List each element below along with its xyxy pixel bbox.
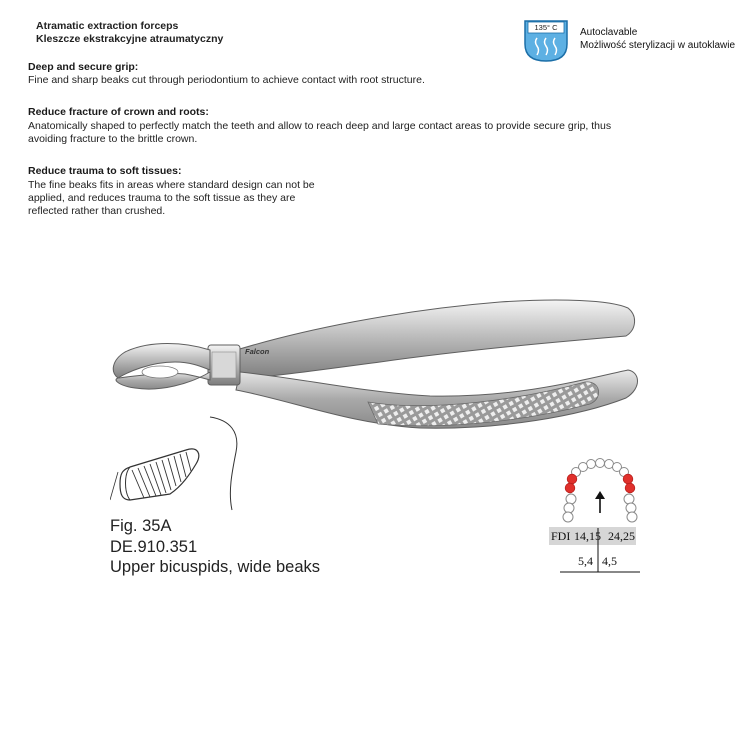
highlighted-tooth: [625, 483, 635, 493]
section-heading-fracture: Reduce fracture of crown and roots:: [28, 106, 209, 118]
highlighted-tooth: [567, 474, 577, 484]
section-heading-trauma: Reduce trauma to soft tissues:: [28, 165, 182, 177]
product-title-pl: Kleszcze ekstrakcyjne atraumatyczny: [36, 33, 224, 45]
fdi-right-teeth: 24,25: [608, 529, 635, 543]
section-text-trauma-1: The fine beaks fits in areas where standard design can not be: [28, 179, 315, 191]
figure-label: Fig. 35A: [110, 517, 172, 535]
section-text-fracture-2: avoiding fracture to the brittle crown.: [28, 133, 198, 145]
section-text-trauma-3: reflected rather than crushed.: [28, 205, 166, 217]
section-text-grip: Fine and sharp beaks cut through periodontium to achieve contact with root structure.: [28, 74, 425, 86]
tooth: [626, 503, 636, 513]
section-heading-grip: Deep and secure grip:: [28, 61, 139, 73]
highlighted-tooth: [623, 474, 633, 484]
upward-arrow-icon: [595, 491, 605, 513]
product-code: DE.910.351: [110, 538, 198, 556]
autoclave-label-en: Autoclavable: [580, 27, 638, 38]
section-text-trauma-2: applied, and reduces trauma to the soft tissue as they are: [28, 192, 296, 204]
tooth: [566, 494, 576, 504]
autoclave-label-pl: Możliwość sterylizacji w autoklawie: [580, 40, 736, 51]
autoclave-temperature: 135° C: [534, 23, 558, 32]
section-text-fracture-1: Anatomically shaped to perfectly match the teeth and allow to reach deep and large contact areas to provide secure grip, thus: [28, 120, 612, 132]
measurement-left: 5,4: [578, 554, 593, 568]
highlighted-tooth: [565, 483, 575, 493]
beak-detail-illustration: [110, 412, 250, 512]
fdi-label: FDI: [551, 529, 571, 543]
brand-logo-text: Falcon: [245, 347, 270, 356]
product-description: Upper bicuspids, wide beaks: [110, 558, 321, 576]
tooth: [564, 503, 574, 513]
product-title-en: Atramatic extraction forceps: [36, 20, 179, 32]
tooth: [624, 494, 634, 504]
tooth: [596, 459, 605, 468]
fdi-left-teeth: 14,15: [574, 529, 601, 543]
measurement-right: 4,5: [602, 554, 617, 568]
